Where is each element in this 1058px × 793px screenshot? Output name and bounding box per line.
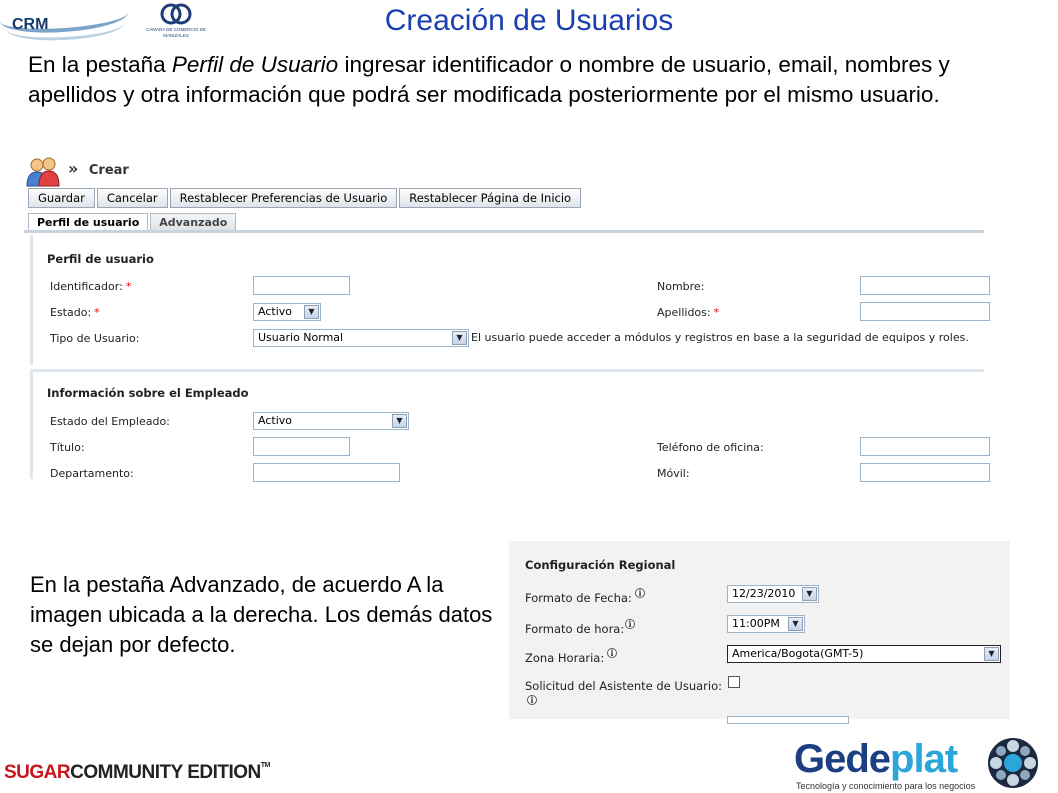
crm-logo-text: CRM (12, 16, 49, 33)
gedeplat-ball-icon (987, 737, 1039, 789)
reset-preferences-button[interactable]: Restablecer Preferencias de Usuario (170, 188, 398, 208)
perfil-section (30, 235, 984, 365)
regional-config-screenshot (509, 541, 1010, 719)
telefono-oficina-label: Teléfono de oficina: (657, 441, 764, 454)
users-icon (26, 156, 60, 186)
asistente-usuario-label: Solicitud del Asistente de Usuario: (525, 679, 722, 693)
estado-empleado-select[interactable] (253, 412, 409, 430)
info-icon[interactable]: i (625, 619, 635, 629)
page-title: Creación de Usuarios (384, 4, 674, 37)
breadcrumb-separator: » (68, 159, 79, 178)
tab-bar (28, 213, 236, 231)
titulo-label: Título: (50, 441, 85, 454)
sugar-logo-tm: TM (260, 762, 270, 769)
intro-text-part2: ingresar identificador o nombre de usuario, email, nombres y apellidos y otra información que podrá ser modificada posteriormente por el mismo usuario. (28, 52, 950, 107)
movil-label: Móvil: (657, 467, 690, 480)
chevron-down-icon: ▼ (788, 617, 803, 631)
intro-text-part1: En la pestaña (28, 52, 172, 77)
reset-homepage-button[interactable]: Restablecer Página de Inicio (399, 188, 581, 208)
departamento-input[interactable] (253, 463, 400, 482)
gedeplat-logo (790, 735, 1058, 793)
tab-perfil-usuario[interactable]: Perfil de usuario (28, 213, 148, 232)
apellidos-label: Apellidos: * (657, 306, 720, 319)
tipo-usuario-hint: El usuario puede acceder a módulos y registros en base a la seguridad de equipos y roles. (471, 331, 969, 344)
formato-hora-select[interactable] (727, 615, 805, 633)
sugar-logo-dark: COMMUNITY EDITION (70, 762, 261, 783)
tab-divider (24, 230, 984, 233)
sugarcrm-logo (4, 762, 270, 784)
estado-label: Estado: * (50, 306, 100, 319)
formato-fecha-value: 12/23/2010 (732, 587, 796, 600)
cancel-button[interactable]: Cancelar (97, 188, 168, 208)
empleado-section-title: Información sobre el Empleado (47, 386, 249, 400)
zona-horaria-label: Zona Horaria: (525, 651, 605, 665)
estado-empleado-label: Estado del Empleado: (50, 415, 170, 428)
required-mark: * (94, 306, 100, 319)
apellidos-input[interactable] (860, 302, 990, 321)
movil-input[interactable] (860, 463, 990, 482)
chevron-down-icon: ▼ (392, 414, 407, 428)
chevron-down-icon: ▼ (452, 331, 467, 345)
identificador-label: Identificador: * (50, 280, 132, 293)
estado-empleado-value: Activo (258, 414, 292, 427)
titulo-input[interactable] (253, 437, 350, 456)
required-mark: * (713, 306, 720, 319)
intro-emphasis: Perfil de Usuario (171, 52, 339, 77)
formato-fecha-label: Formato de Fecha: (525, 591, 632, 605)
partial-field[interactable] (727, 716, 849, 724)
intro-paragraph (28, 50, 1008, 110)
info-icon[interactable]: i (527, 695, 537, 705)
camara-caption: CÁMARA DE COMERCIO DE MANIZALES (145, 27, 206, 38)
tab-advanzado[interactable]: Advanzado (150, 213, 236, 231)
formato-hora-label: Formato de hora: (525, 622, 625, 636)
info-icon[interactable]: i (607, 648, 617, 658)
zona-horaria-value: America/Bogota(GMT-5) (732, 647, 864, 660)
perfil-screenshot (24, 150, 984, 480)
asistente-usuario-checkbox[interactable] (728, 676, 740, 688)
empleado-section (30, 369, 984, 479)
estado-select[interactable] (253, 303, 321, 321)
tipo-usuario-select[interactable] (253, 329, 469, 347)
toolbar (28, 188, 581, 208)
nombre-label: Nombre: (657, 280, 705, 293)
chevron-down-icon: ▼ (304, 305, 319, 319)
breadcrumb (68, 159, 129, 178)
tipo-usuario-label: Tipo de Usuario: (50, 332, 140, 345)
telefono-oficina-input[interactable] (860, 437, 990, 456)
identificador-input[interactable] (253, 276, 350, 295)
required-mark: * (125, 280, 132, 293)
chevron-down-icon: ▼ (984, 647, 999, 661)
nombre-input[interactable] (860, 276, 990, 295)
advanzado-paragraph: En la pestaña Advanzado, de acuerdo A la imagen ubicada a la derecha. Los demás datos se dejan por defecto. (30, 572, 493, 657)
sugar-logo-red: SUGAR (4, 762, 71, 783)
regional-config-title: Configuración Regional (525, 558, 676, 572)
formato-fecha-select[interactable] (727, 585, 819, 603)
chevron-down-icon: ▼ (802, 587, 817, 601)
info-icon[interactable]: i (635, 588, 645, 598)
gedeplat-tagline: Tecnología y conocimiento para los negocios (796, 781, 976, 791)
perfil-section-title: Perfil de usuario (47, 252, 154, 266)
save-button[interactable]: Guardar (28, 188, 95, 208)
estado-select-value: Activo (258, 305, 292, 318)
tipo-usuario-value: Usuario Normal (258, 331, 344, 344)
zona-horaria-select[interactable] (727, 645, 1001, 663)
departamento-label: Departamento: (50, 467, 134, 480)
breadcrumb-current: Crear (88, 163, 129, 178)
gedeplat-wordmark: Gedeplat (794, 737, 958, 781)
formato-hora-value: 11:00PM (732, 617, 780, 630)
